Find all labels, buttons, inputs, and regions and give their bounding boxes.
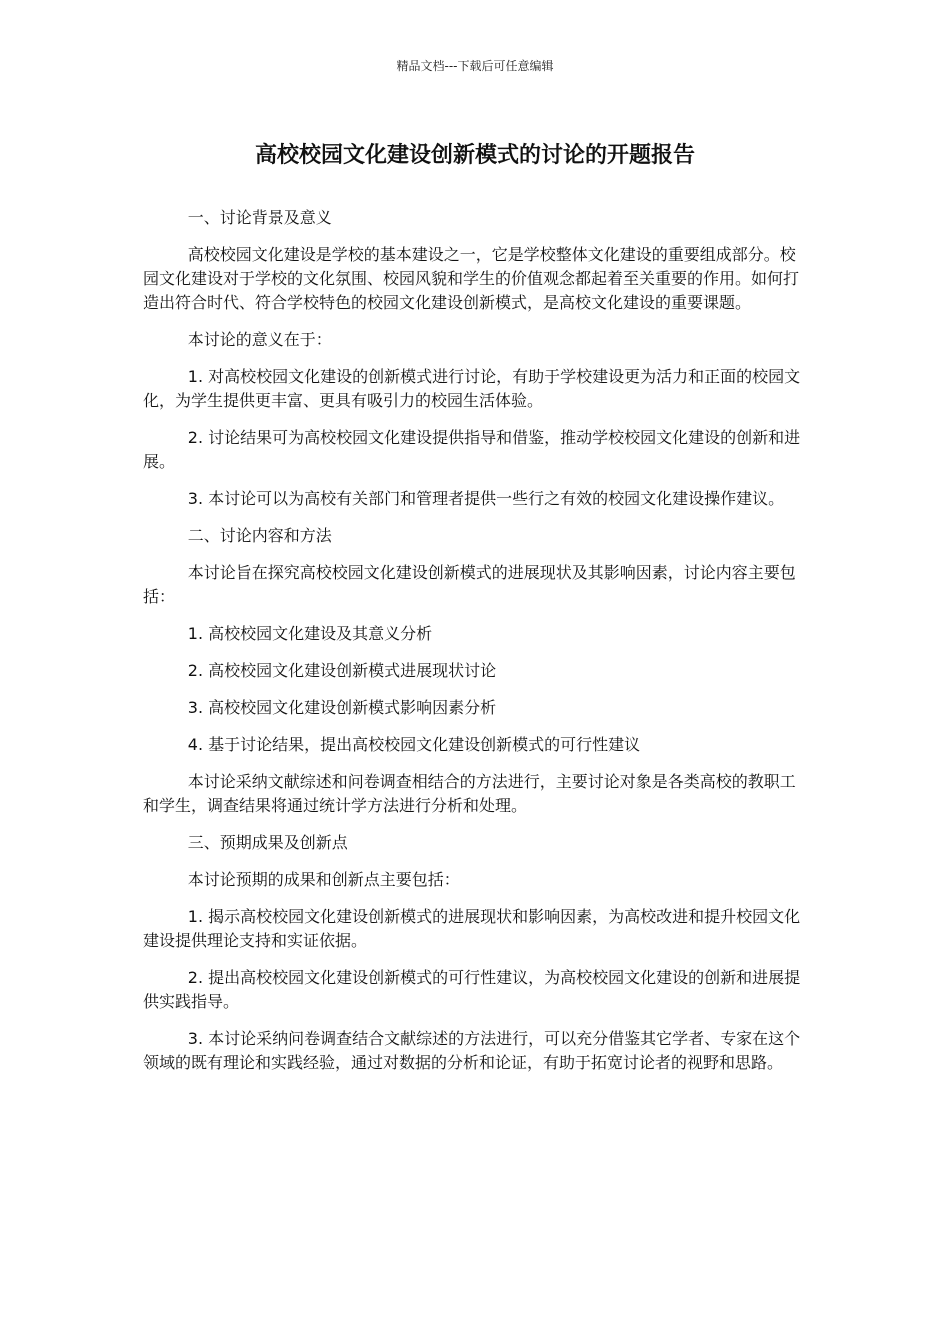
content-item-1: 1. 高校校园文化建设及其意义分析 bbox=[187, 624, 433, 643]
significance-item-2: 2. 讨论结果可为高校校园文化建设提供指导和借鉴，推动学校校园文化建设的创新和进展。 bbox=[143, 428, 801, 471]
content-item-4: 4. 基于讨论结果，提出高校校园文化建设创新模式的可行性建议 bbox=[187, 735, 641, 754]
content-item-2: 2. 高校校园文化建设创新模式进展现状讨论 bbox=[187, 661, 497, 680]
document-title: 高校校园文化建设创新模式的讨论的开题报告 bbox=[254, 143, 695, 168]
paragraph-background: 高校校园文化建设是学校的基本建设之一，它是学校整体文化建设的重要组成部分。校园文化建设对于学校的文化氛围、校园风貌和学生的价值观念都起着至关重要的作用。如何打造出符合时代、符合学校特色的校园文化建设创新模式，是高校文化建设的重要课题。 bbox=[143, 245, 800, 312]
paragraph-methods: 本讨论采纳文献综述和问卷调查相结合的方法进行，主要讨论对象是各类高校的教职工和学生，调查结果将通过统计学方法进行分析和处理。 bbox=[143, 772, 796, 815]
outcome-item-3: 3. 本讨论采纳问卷调查结合文献综述的方法进行，可以充分借鉴其它学者、专家在这个领域的既有理论和实践经验，通过对数据的分析和论证，有助于拓宽讨论者的视野和思路。 bbox=[143, 1029, 801, 1072]
outcome-item-2: 2. 提出高校校园文化建设创新模式的可行性建议，为高校校园文化建设的创新和进展提供实践指导。 bbox=[143, 968, 801, 1011]
section-heading-content-methods: 二、讨论内容和方法 bbox=[187, 526, 332, 545]
outcome-item-1: 1. 揭示高校校园文化建设创新模式的进展现状和影响因素，为高校改进和提升校园文化建设提供理论支持和实证依据。 bbox=[143, 907, 801, 950]
section-heading-background: 一、讨论背景及意义 bbox=[187, 208, 332, 227]
paragraph-content-intro: 本讨论旨在探究高校校园文化建设创新模式的进展现状及其影响因素，讨论内容主要包括： bbox=[143, 563, 796, 606]
header-note: 精品文档---下载后可任意编辑 bbox=[396, 59, 554, 73]
content-item-3: 3. 高校校园文化建设创新模式影响因素分析 bbox=[187, 698, 497, 717]
significance-item-3: 3. 本讨论可以为高校有关部门和管理者提供一些行之有效的校园文化建设操作建议。 bbox=[187, 489, 785, 508]
paragraph-significance-intro: 本讨论的意义在于： bbox=[187, 330, 332, 349]
document-body bbox=[143, 206, 809, 1088]
paragraph-outcomes-intro: 本讨论预期的成果和创新点主要包括： bbox=[187, 870, 460, 889]
significance-item-1: 1. 对高校校园文化建设的创新模式进行讨论，有助于学校建设更为活力和正面的校园文化，为学生提供更丰富、更具有吸引力的校园生活体验。 bbox=[143, 367, 801, 410]
section-heading-outcomes: 三、预期成果及创新点 bbox=[187, 833, 348, 852]
